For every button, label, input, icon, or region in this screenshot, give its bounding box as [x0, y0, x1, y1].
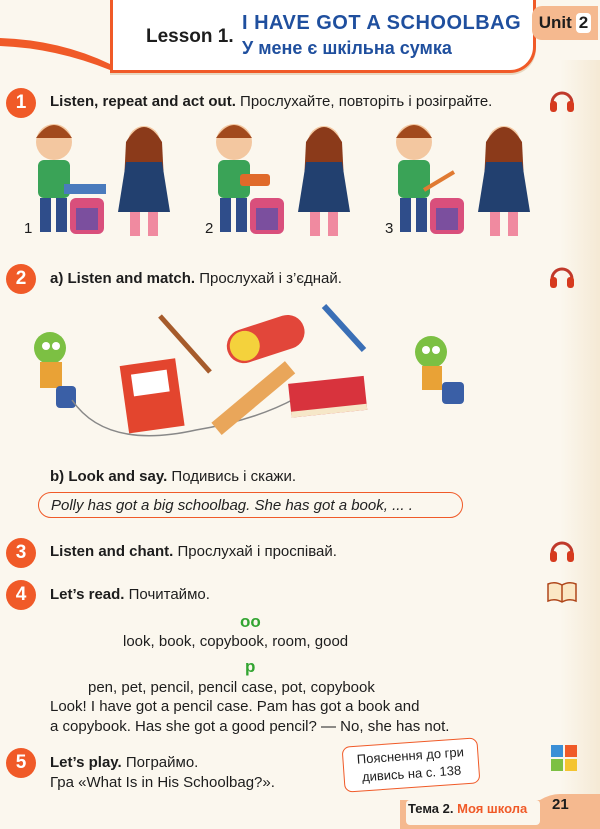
- example-sentence: Polly has got a big schoolbag. She has got a book, ... .: [38, 492, 463, 518]
- reading-line-2: a copybook. Has she got a good pencil? — No, she has not.: [50, 718, 450, 735]
- scene-2: [216, 124, 350, 236]
- task-1-instruction: [50, 93, 492, 110]
- task-number-5: 5: [6, 748, 36, 778]
- task-1-bold: Listen, repeat and act out.: [50, 93, 236, 110]
- footer-section: Моя школа: [457, 801, 528, 816]
- scenes-illustration: [14, 112, 554, 244]
- copybook-picture: [120, 358, 185, 433]
- game-icon[interactable]: [549, 743, 579, 773]
- lesson-title-ua: У мене є шкільна сумка: [242, 38, 452, 58]
- lesson-label: Lesson 1.: [146, 26, 234, 47]
- task-2a-text: Прослухай і з’єднай.: [195, 270, 342, 287]
- headphones-icon[interactable]: [548, 536, 576, 564]
- words-p: pen, pet, pencil, pencil case, pot, copybook: [88, 679, 375, 696]
- task-number-2: 2: [6, 264, 36, 294]
- match-line: [72, 398, 296, 436]
- unit-number: 2: [576, 13, 591, 33]
- task-3-text: Прослухай і проспівай.: [173, 543, 337, 560]
- pen-picture: [324, 306, 364, 350]
- alien-right: [415, 336, 464, 404]
- footer-topic: [408, 801, 527, 816]
- task-2b-instruction: [50, 468, 296, 485]
- footer-tema: Тема 2.: [408, 801, 454, 816]
- game-note-line-2: дивись на с. 138: [361, 762, 462, 785]
- unit-badge: [532, 6, 598, 40]
- unit-label: Unit: [538, 13, 572, 32]
- alien-left: [34, 332, 76, 408]
- task-number-4: 4: [6, 580, 36, 610]
- task-number-1: 1: [6, 88, 36, 118]
- scene-label-1: 1: [24, 220, 33, 237]
- task-5-instruction: [50, 754, 198, 771]
- headphones-icon[interactable]: [548, 86, 576, 114]
- game-line: Гра «What Is in His Schoolbag?».: [50, 774, 275, 791]
- lesson-title-en: I HAVE GOT A SCHOOLBAG: [242, 12, 522, 34]
- reading-line-1: Look! I have got a pencil case. Pam has got a book and: [50, 698, 420, 715]
- task-2b-text: Подивись і скажи.: [167, 468, 296, 485]
- task-2b-bold: b) Look and say.: [50, 468, 168, 485]
- sound-p: p: [245, 657, 256, 676]
- page-edge-shade: [560, 60, 600, 795]
- words-oo: look, book, copybook, room, good: [123, 633, 349, 650]
- ruler-picture: [211, 361, 295, 435]
- task-4-text: Почитаймо.: [124, 586, 210, 603]
- task-4-instruction: [50, 586, 210, 603]
- headphones-icon[interactable]: [548, 262, 576, 290]
- task-3-instruction: [50, 543, 337, 560]
- task-5-bold: Let’s play.: [50, 754, 122, 771]
- task-3-bold: Listen and chant.: [50, 543, 174, 560]
- scene-3: [396, 124, 530, 236]
- task-5-text: Пограймо.: [121, 754, 199, 771]
- page-number: 21: [552, 796, 569, 813]
- sound-oo: oo: [240, 612, 261, 631]
- scene-label-2: 2: [205, 220, 214, 237]
- pencil-case-picture: [222, 311, 309, 368]
- scene-1: [36, 124, 170, 236]
- game-note: [342, 737, 481, 792]
- task-1-text: Прослухайте, повторіть і розіграйте.: [235, 93, 493, 110]
- task-4-bold: Let’s read.: [50, 586, 125, 603]
- task-2a-instruction: [50, 270, 342, 287]
- header-swoosh: [0, 0, 110, 70]
- book-icon[interactable]: [546, 580, 578, 604]
- scene-label-3: 3: [385, 220, 394, 237]
- game-note-line-1: Пояснення до гри: [356, 744, 465, 767]
- book-picture: [288, 376, 367, 418]
- task-number-3: 3: [6, 538, 36, 568]
- matching-illustration: [26, 300, 486, 445]
- task-2a-bold: a) Listen and match.: [50, 270, 196, 287]
